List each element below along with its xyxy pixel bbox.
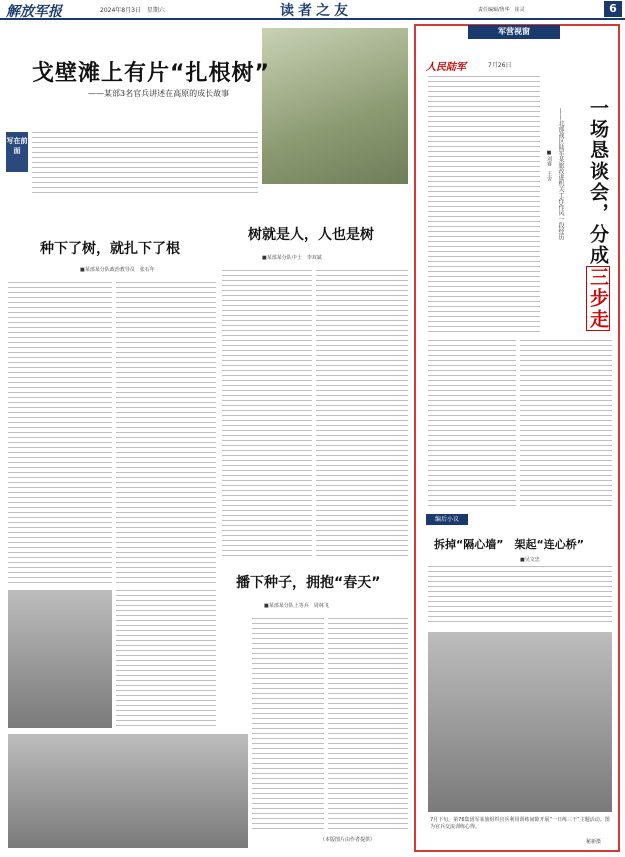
title-main: 一场恳谈会，分成 [587,98,609,266]
comment-tag: 编后小议 [426,514,468,525]
issue-date: 2024年8月3日 星期六 [100,7,165,14]
story-2-text [222,270,312,560]
intro-text [32,132,258,194]
sidebar-article-subtitle: ——北部战区陆军某旅改进机关工作作风一段经历 [557,108,564,240]
section-title: 读者之友 [280,3,352,19]
sidebar-article-byline: ■刘睿 王舍 [546,150,552,181]
paper-logo: 人民陆军 [426,62,466,73]
story-3-text [252,618,324,832]
story-2-text-col2 [316,270,408,560]
soldiers-photo [8,590,112,728]
newspaper-logo: 解放军报 [6,4,62,20]
lead-headline: 戈壁滩上有片“扎根树” [32,61,270,86]
comment-title: 拆掉“隔心墙” 架起“连心桥” [434,538,584,551]
photo-caption: 7月下旬，第76集团军某旅组织官兵利用训练间隙开展“一日练三干”主题活动。图为官兵交流训练心得。 [430,817,610,830]
story-2-title: 树就是人，人也是树 [248,227,374,243]
story-3-title: 播下种子，拥抱“春天” [236,575,381,591]
lead-subhead: ——某部3名官兵讲述在高原的成长故事 [88,89,230,98]
training-photo [428,632,612,812]
story-1-text-tail [116,590,216,730]
comment-byline: ■吴文忠 [520,557,540,563]
lead-photo [262,28,408,184]
story-1-title: 种下了树，就扎下了根 [40,241,180,257]
story-1-text [8,282,112,584]
story-3-byline: ■某部某分队上等兵 周林飞 [264,603,329,609]
sidebar-text-col2 [520,340,612,506]
story-1-byline: ■某部某分队政治教导员 张石年 [80,267,155,273]
sidebar-text-col1 [428,340,516,506]
story-1-text-col2 [116,282,216,584]
page-number: 6 [604,1,622,17]
kicker-label: 写在前面 [6,132,28,172]
sidebar-article-text [428,76,540,334]
photo-credit: 秘新摄 [586,839,602,845]
story-3-text-col2 [328,618,408,832]
editor-credit: 责任编辑/鲁华 崔灵 [478,7,525,13]
story-2-byline: ■某部某分队中士 李双斌 [262,255,322,261]
title-highlight: 三步走 [587,267,609,330]
image-credit-note: （本版图片由作者提供） [320,837,376,843]
paper-date: 7月26日 [488,62,512,69]
sidebar-article-title [570,98,610,331]
slogan-wall-photo [8,734,248,848]
box-title: 军营视窗 [468,25,560,39]
comment-text [428,566,612,626]
